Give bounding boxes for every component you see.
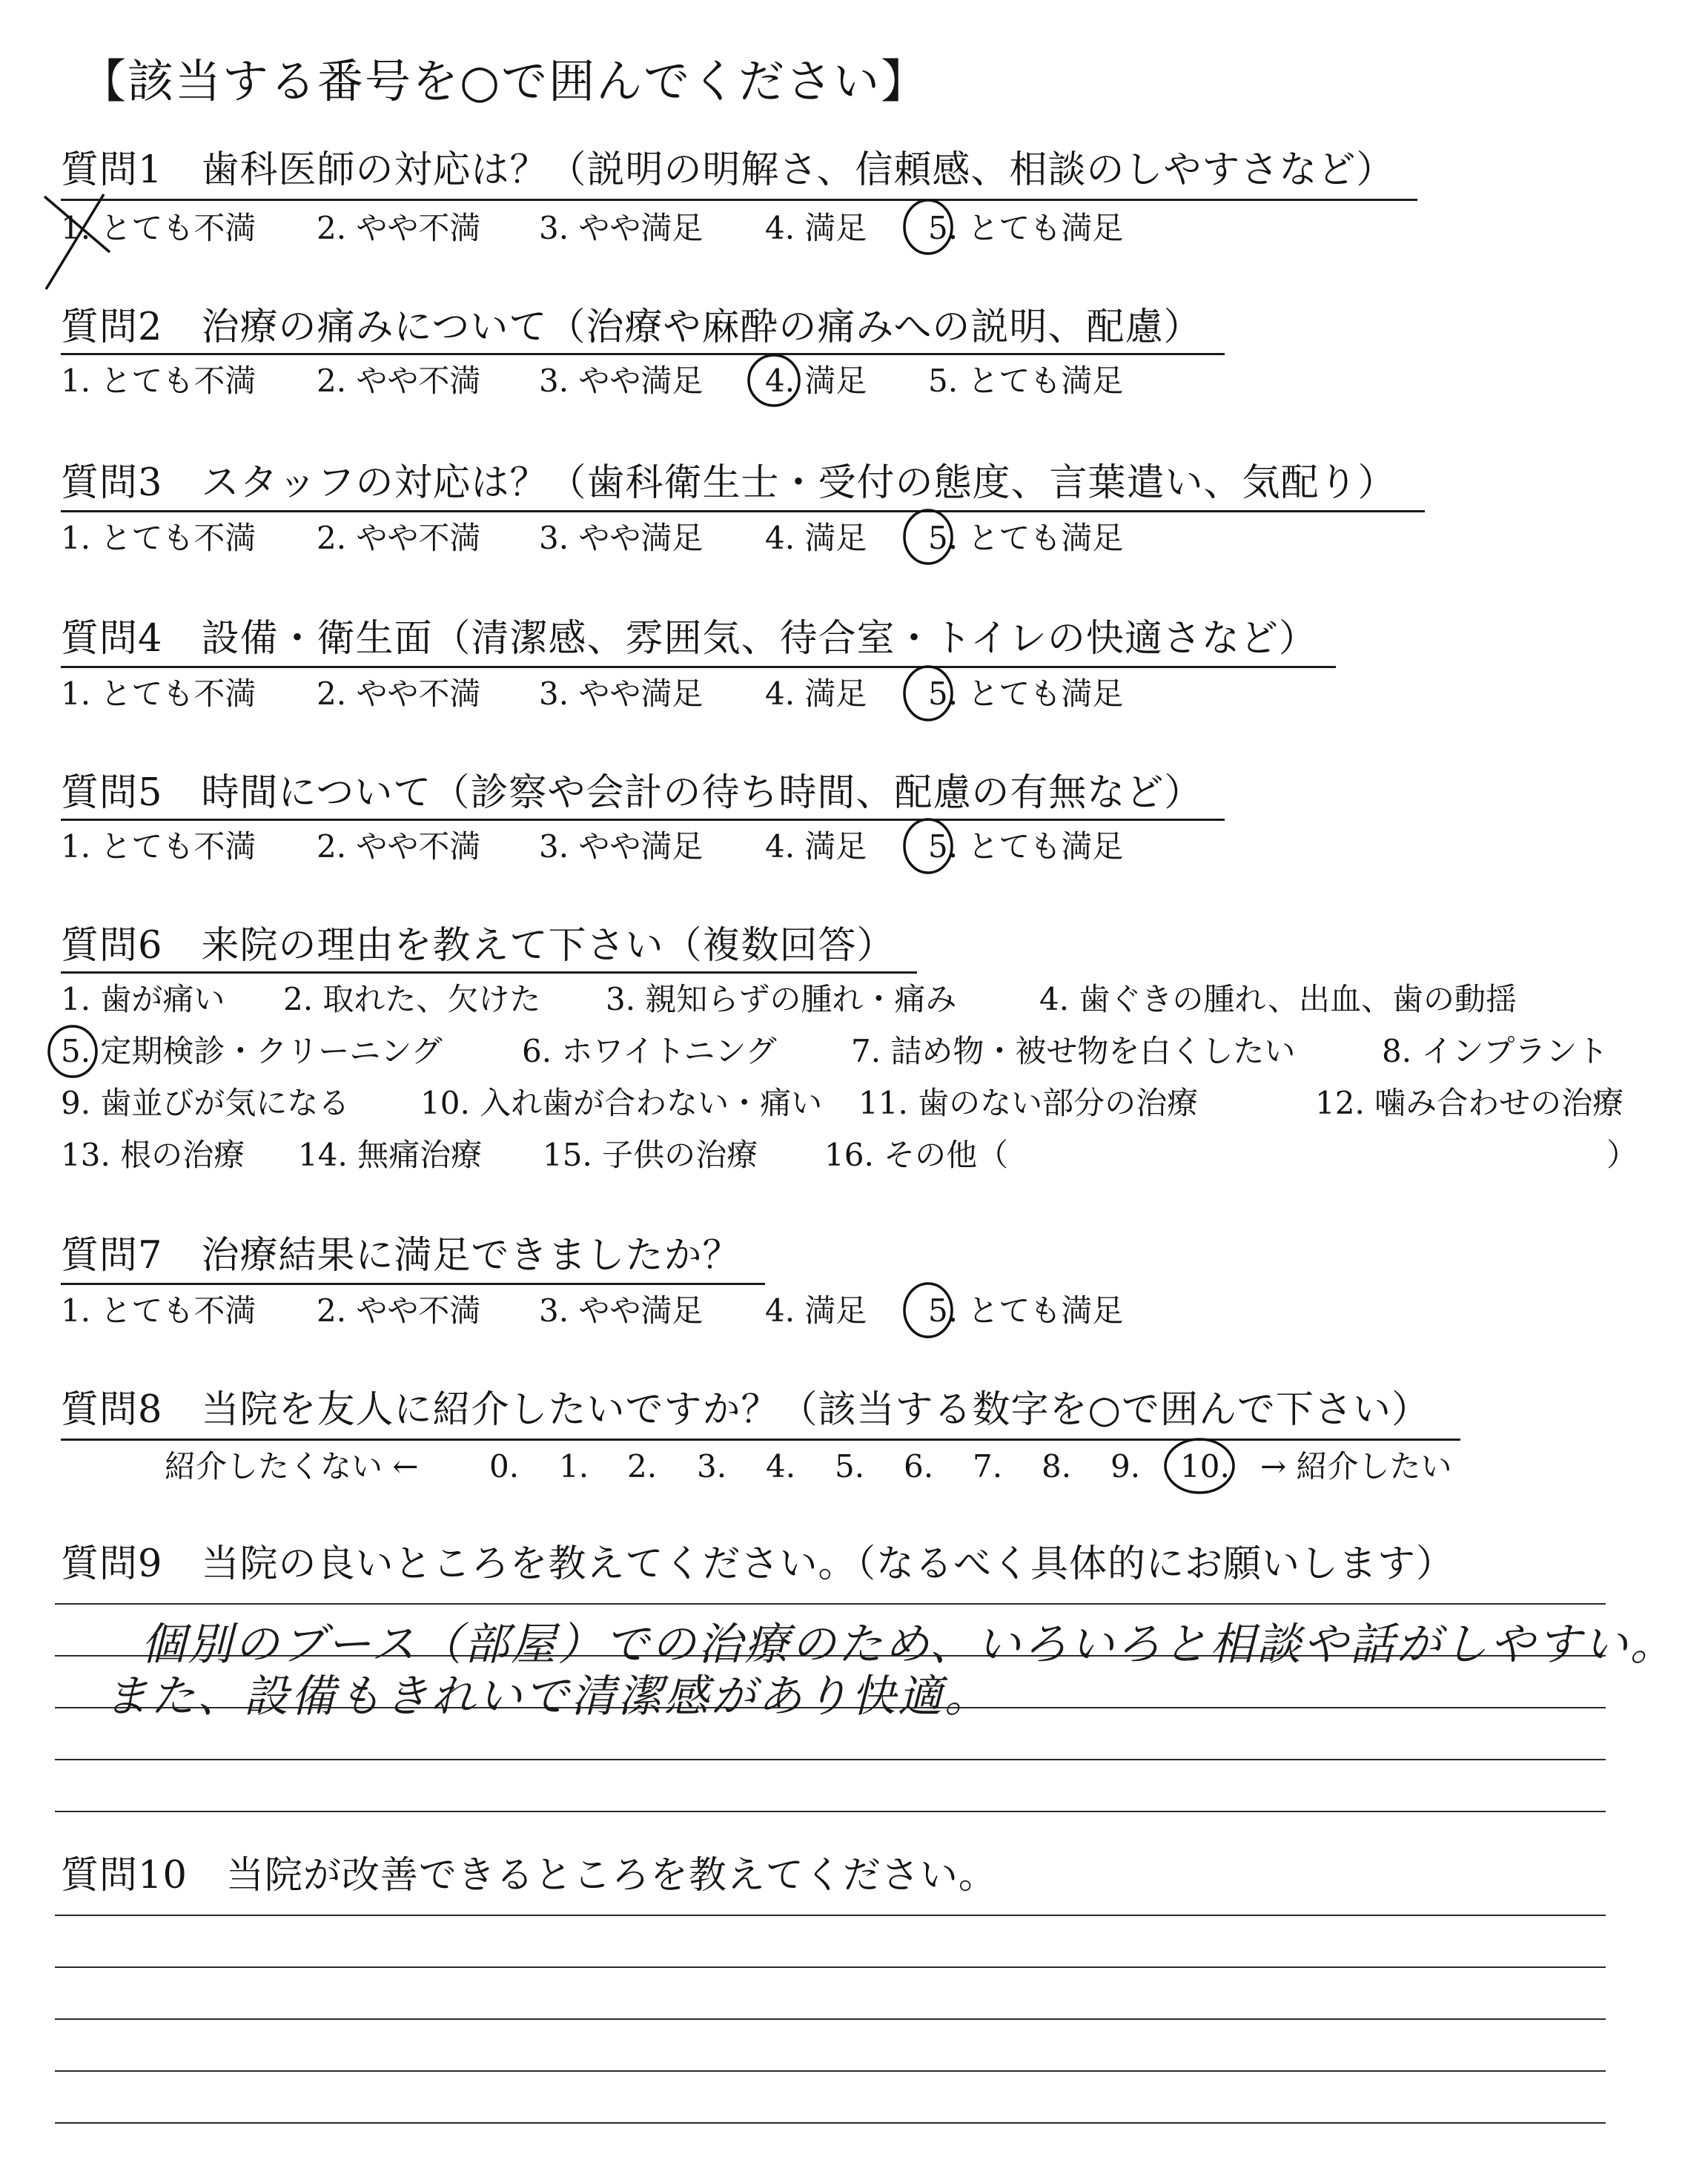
question-2-label: 質問2 治療の痛みについて（治療や麻酔の痛みへの説明、配慮）	[61, 305, 1202, 349]
q10-answer-line-4	[55, 2070, 1606, 2072]
q6-reason-16[interactable]: 16. その他（	[824, 1137, 1009, 1173]
q5-option-3[interactable]: 3. やや満足	[539, 828, 704, 865]
q4-option-4[interactable]: 4. 満足	[765, 676, 867, 712]
question-7-underline	[61, 1283, 765, 1285]
q10-answer-line-5	[55, 2122, 1606, 2124]
q6-reason-1[interactable]: 1. 歯が痛い	[61, 981, 225, 1017]
q8-number-0[interactable]: 0.	[489, 1448, 520, 1484]
q2-option-2[interactable]: 2. やや不満	[317, 363, 481, 399]
q2-option-4[interactable]: 4. 満足	[765, 363, 867, 399]
q6-reason-14[interactable]: 14. 無痛治療	[298, 1137, 483, 1173]
q6-reason-15[interactable]: 15. 子供の治療	[543, 1137, 758, 1173]
question-5-underline	[61, 819, 1225, 821]
q5-option-1[interactable]: 1. とても不満	[61, 828, 256, 865]
question-4-underline	[61, 666, 1336, 668]
q1-option-2[interactable]: 2. やや不満	[317, 210, 481, 246]
q8-number-9[interactable]: 9.	[1110, 1448, 1141, 1484]
q8-number-10[interactable]: 10.	[1180, 1448, 1230, 1484]
question-4-label: 質問4 設備・衛生面（清潔感、雰囲気、待合室・トイレの快適さなど）	[61, 617, 1317, 661]
q5-option-4[interactable]: 4. 満足	[765, 828, 867, 865]
q8-number-1[interactable]: 1.	[559, 1448, 589, 1484]
q10-answer-line-3	[55, 2018, 1606, 2020]
q3-option-3[interactable]: 3. やや満足	[539, 520, 704, 556]
q4-option-2[interactable]: 2. やや不満	[317, 676, 481, 712]
q7-option-3[interactable]: 3. やや満足	[539, 1292, 704, 1329]
q3-option-1[interactable]: 1. とても不満	[61, 520, 256, 556]
question-7-options	[61, 1290, 1247, 1332]
q9-handwritten-line-1[interactable]: 個別のブース（部屋）での治療のため、いろいろと相談や話がしやすい。	[141, 1619, 1677, 1671]
question-6-label: 質問6 来院の理由を教えて下さい（複数回答）	[61, 924, 896, 968]
question-5-label: 質問5 時間について（診察や会計の待ち時間、配慮の有無など）	[61, 771, 1203, 815]
q6-reason-10[interactable]: 10. 入れ歯が合わない・痛い	[420, 1085, 823, 1121]
page-title: 【該当する番号を○で囲んでください】	[80, 54, 929, 108]
q6-reason-3[interactable]: 3. 親知らずの腫れ・痛み	[606, 981, 957, 1017]
question-3-underline	[61, 510, 1425, 512]
q8-number-8[interactable]: 8.	[1042, 1448, 1072, 1484]
q1-option-1[interactable]: 1. とても不満	[61, 210, 256, 246]
q8-number-4[interactable]: 4.	[766, 1448, 796, 1484]
q8-number-3[interactable]: 3.	[697, 1448, 727, 1484]
question-4-options	[61, 673, 1247, 715]
q4-option-1[interactable]: 1. とても不満	[61, 676, 256, 712]
q4-option-5[interactable]: 5. とても満足	[928, 676, 1124, 712]
q6-reason-13[interactable]: 13. 根の治療	[61, 1137, 245, 1173]
q8-right-label: → 紹介したい	[1260, 1448, 1452, 1484]
q6-other-close: ）	[1606, 1137, 1638, 1173]
q9-answer-line-1	[55, 1603, 1606, 1605]
q7-option-5[interactable]: 5. とても満足	[928, 1292, 1124, 1329]
q6-reason-4[interactable]: 4. 歯ぐきの腫れ、出血、歯の動揺	[1039, 981, 1517, 1017]
q6-reason-12[interactable]: 12. 噛み合わせの治療	[1315, 1085, 1624, 1121]
question-10-label: 質問10 当院が改善できるところを教えてください。	[61, 1854, 997, 1898]
q2-option-3[interactable]: 3. やや満足	[539, 363, 704, 399]
q7-option-4[interactable]: 4. 満足	[765, 1292, 867, 1329]
question-3-label: 質問3 スタッフの対応は？（歯科衛生士・受付の態度、言葉遣い、気配り）	[61, 461, 1397, 505]
q8-number-7[interactable]: 7.	[973, 1448, 1003, 1484]
q6-reason-5[interactable]: 5. 定期検診・クリーニング	[61, 1033, 443, 1069]
q6-reason-6[interactable]: 6. ホワイトニング	[522, 1033, 777, 1069]
q6-reason-11[interactable]: 11. 歯のない部分の治療	[858, 1085, 1199, 1121]
q5-option-5[interactable]: 5. とても満足	[928, 828, 1124, 865]
question-2-underline	[61, 353, 1225, 355]
q5-option-2[interactable]: 2. やや不満	[317, 828, 481, 865]
q6-reason-8[interactable]: 8. インプラント	[1382, 1033, 1609, 1069]
question-9-label: 質問9 当院の良いところを教えてください。（なるべく具体的にお願いします）	[61, 1542, 1454, 1586]
question-2-options	[61, 360, 1247, 402]
q6-reason-2[interactable]: 2. 取れた、欠けた	[283, 981, 541, 1017]
question-6-options	[61, 979, 1692, 1201]
question-8-underline	[61, 1439, 1460, 1441]
q1-option-3[interactable]: 3. やや満足	[539, 210, 704, 246]
question-8-scale	[0, 1446, 1708, 1487]
q9-handwritten-line-2[interactable]: また、設備もきれいで清潔感があり快適。	[104, 1671, 991, 1723]
q7-option-1[interactable]: 1. とても不満	[61, 1292, 256, 1329]
question-8-label: 質問8 当院を友人に紹介したいですか？（該当する数字を○で囲んで下さい）	[61, 1388, 1430, 1432]
q3-option-2[interactable]: 2. やや不満	[317, 520, 481, 556]
q3-option-4[interactable]: 4. 満足	[765, 520, 867, 556]
q10-answer-line-2	[55, 1966, 1606, 1968]
q4-option-3[interactable]: 3. やや満足	[539, 676, 704, 712]
q9-answer-line-4	[55, 1759, 1606, 1760]
question-6-underline	[61, 971, 917, 974]
q2-option-1[interactable]: 1. とても不満	[61, 363, 256, 399]
q8-number-2[interactable]: 2.	[627, 1448, 658, 1484]
q2-option-5[interactable]: 5. とても満足	[928, 363, 1124, 399]
q3-option-5[interactable]: 5. とても満足	[928, 520, 1124, 556]
q1-option-4[interactable]: 4. 満足	[765, 210, 867, 246]
question-7-label: 質問7 治療結果に満足できましたか？	[61, 1234, 741, 1278]
q8-left-label: 紹介したくない ←	[165, 1448, 419, 1484]
q6-reason-7[interactable]: 7. 詰め物・被せ物を白くしたい	[851, 1033, 1296, 1069]
question-1-options	[61, 208, 1247, 249]
q7-option-2[interactable]: 2. やや不満	[317, 1292, 481, 1329]
q1-option-5[interactable]: 5. とても満足	[928, 210, 1124, 246]
question-1-underline	[61, 199, 1417, 201]
question-5-options	[61, 826, 1247, 868]
q9-answer-line-5	[55, 1811, 1606, 1812]
q8-number-6[interactable]: 6.	[904, 1448, 934, 1484]
q8-number-5[interactable]: 5.	[835, 1448, 865, 1484]
question-3-options	[61, 518, 1247, 559]
q10-answer-line-1	[55, 1915, 1606, 1916]
q6-reason-9[interactable]: 9. 歯並びが気になる	[61, 1085, 350, 1121]
question-1-label: 質問1 歯科医師の対応は？（説明の明解さ、信頼感、相談のしやすさなど）	[61, 148, 1395, 192]
